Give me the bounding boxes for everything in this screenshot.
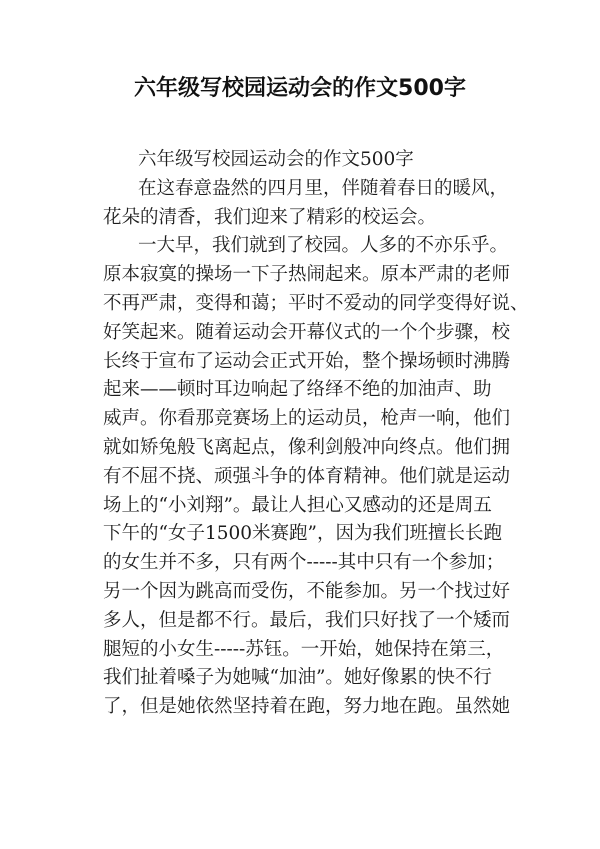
document-title: 六年级写校园运动会的作文500字 (134, 76, 466, 101)
body-line: 多人，但是都不行。最后，我们只好找了一个矮而 (103, 609, 511, 631)
body-line: 在这春意盎然的四月里，伴随着春日的暖风， (138, 177, 509, 199)
body-line: 有不屈不挠、顽强斗争的体育精神。他们就是运动 (103, 465, 511, 487)
body-line: 我们扯着嗓子为她喊“加油”。她好像累的快不行 (103, 667, 492, 689)
body-line: 不再严肃，变得和蔼；平时不爱动的同学变得好说、 (103, 292, 529, 314)
body-line: 了，但是她依然坚持着在跑，努力地在跑。虽然她 (103, 696, 511, 718)
body-line: 另一个因为跳高而受伤，不能参加。另一个找过好 (103, 580, 511, 602)
body-line: 长终于宣布了运动会正式开始，整个操场顿时沸腾 (103, 350, 511, 372)
body-line: 好笑起来。随着运动会开幕仪式的一个个步骤，校 (103, 321, 511, 343)
body-line: 下午的“女子1500米赛跑”，因为我们班擅长长跑 (103, 523, 502, 545)
body-line: 就如矫兔般飞离起点，像利剑般冲向终点。他们拥 (103, 436, 511, 458)
body-line: 原本寂寞的操场一下子热闹起来。原本严肃的老师 (103, 264, 511, 286)
document-body (103, 146, 529, 722)
body-line: 场上的“小刘翔”。最让人担心又感动的还是周五 (103, 494, 492, 516)
body-line: 一大早，我们就到了校园。人多的不亦乐乎。 (138, 235, 509, 257)
body-line: 的女生并不多，只有两个-----其中只有一个参加； (103, 552, 505, 574)
body-line: 威声。你看那竞赛场上的运动员，枪声一响，他们 (103, 408, 511, 430)
body-line: 六年级写校园运动会的作文500字 (138, 149, 414, 170)
body-line: 起来——顿时耳边响起了络绎不绝的加油声、助 (103, 379, 492, 401)
body-line: 花朵的清香，我们迎来了精彩的校运会。 (103, 206, 437, 228)
body-line: 腿短的小女生-----苏钰。一开始，她保持在第三， (103, 638, 505, 660)
